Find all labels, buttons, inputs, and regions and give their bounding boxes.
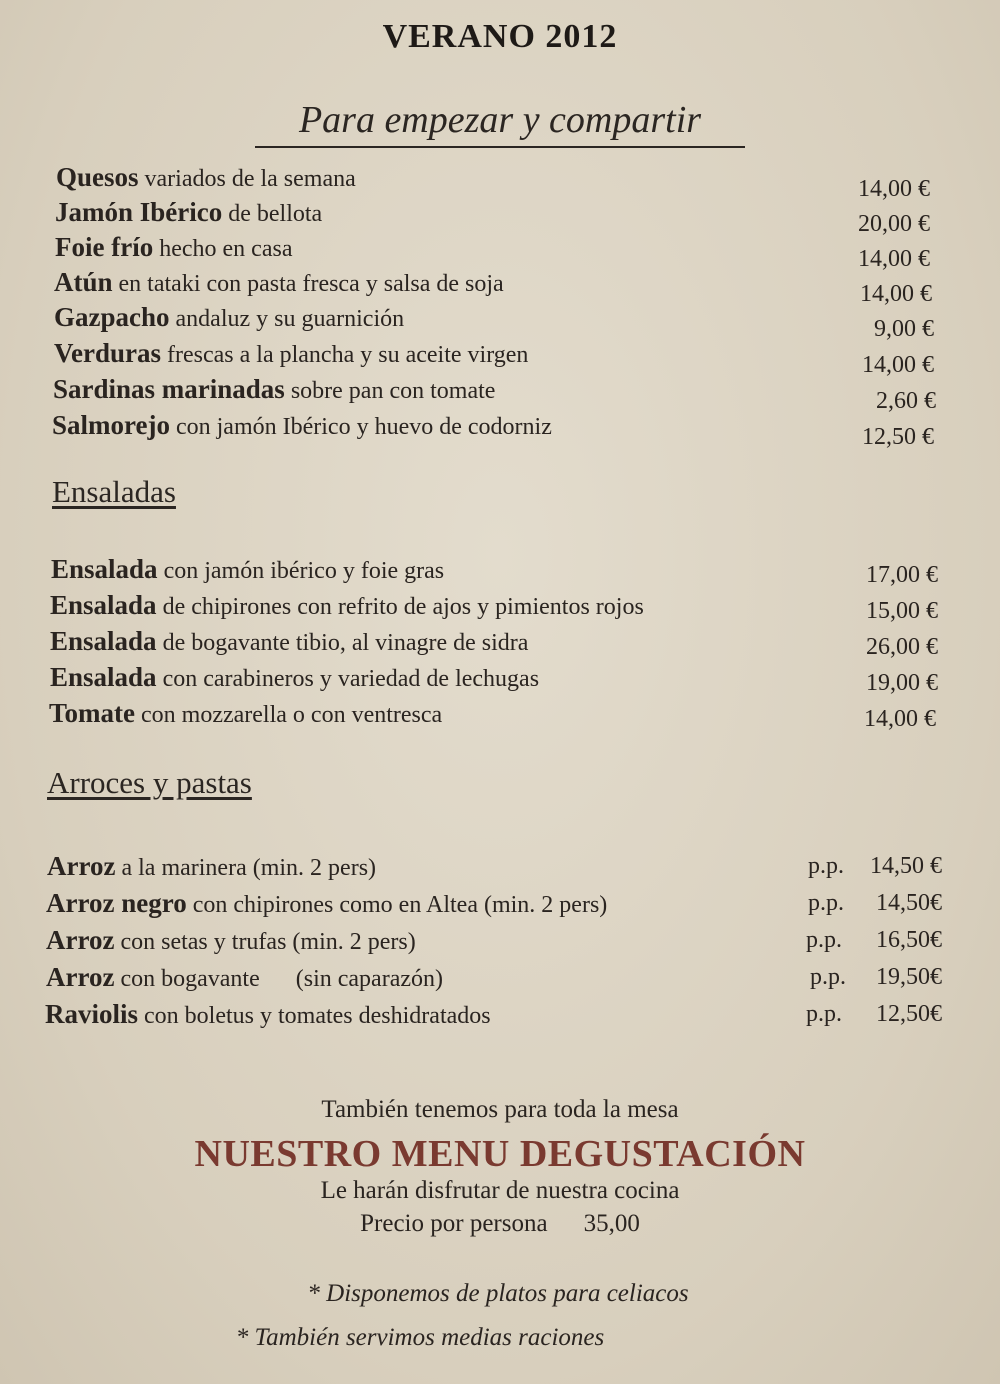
menu-item: [0, 195, 1000, 237]
tasting-price-label: Precio por persona: [360, 1210, 548, 1237]
menu-item: [0, 660, 1000, 696]
menu-item: [0, 886, 1000, 922]
dish-name: Sardinas marinadas: [53, 374, 285, 404]
dish-price: 14,00 €: [864, 706, 936, 732]
menu-item: [0, 923, 1000, 959]
dish-name: Ensalada: [51, 554, 158, 584]
dish-description: andaluz y su guarnición: [169, 306, 405, 332]
dish-name: Tomate: [49, 698, 135, 728]
menu-item: [0, 960, 1000, 996]
dish-name: Ensalada: [50, 662, 157, 692]
dish-name: Ensalada: [50, 590, 157, 620]
menu-item: [0, 588, 1000, 624]
menu-item: [0, 696, 1000, 732]
dish-description: en tataki con pasta fresca y salsa de soja: [112, 271, 504, 297]
dish-description: frescas a la plancha y su aceite virgen: [161, 342, 529, 368]
dish-name: Arroz: [47, 851, 116, 881]
footer-tagline: Le harán disfrutar de nuestra cocina: [320, 1177, 680, 1204]
dish-name: Arroz negro: [46, 888, 187, 918]
dish-name: Quesos: [56, 162, 139, 192]
menu-title: VERANO 2012: [382, 18, 618, 55]
menu-item: [0, 997, 1000, 1033]
dish-price: 14,00 €: [858, 176, 930, 202]
dish-name: Ensalada: [50, 626, 157, 656]
per-person-label: p.p.: [808, 853, 844, 879]
menu-item: [0, 372, 1000, 414]
dish-description: variados de la semana: [138, 166, 356, 192]
dish-description: sobre pan con tomate: [284, 378, 496, 404]
dish-description: con setas y trufas (min. 2 pers): [114, 929, 416, 955]
tasting-menu-title: NUESTRO MENU DEGUSTACIÓN: [194, 1133, 806, 1175]
dish-description: de bogavante tibio, al vinagre de sidra: [156, 630, 529, 656]
dish-name: Raviolis: [45, 999, 139, 1029]
dish-description: con boletus y tomates deshidratados: [138, 1003, 491, 1029]
per-person-label: p.p.: [806, 1001, 842, 1027]
menu-item: [0, 624, 1000, 660]
dish-description: con carabineros y variedad de lechugas: [156, 666, 540, 692]
dish-price: 26,00 €: [866, 634, 938, 660]
dish-name: Gazpacho: [54, 302, 170, 332]
dish-name: Foie frío: [55, 232, 154, 262]
dish-description: con jamón ibérico y foie gras: [157, 558, 445, 584]
dish-price: 14,00 €: [858, 246, 930, 272]
dish-description: con jamón Ibérico y huevo de codorniz: [169, 414, 552, 440]
dish-price: 14,00 €: [862, 352, 934, 378]
menu-item: [0, 230, 1000, 272]
menu-item: [0, 265, 1000, 307]
dish-name: Salmorejo: [52, 410, 170, 440]
dish-name: Jamón Ibérico: [55, 197, 223, 227]
dish-price: 15,00 €: [866, 598, 938, 624]
dish-description: con chipirones como en Altea (min. 2 pers): [186, 892, 608, 918]
dish-name: Atún: [54, 267, 113, 297]
dish-price: 2,60 €: [876, 388, 936, 414]
celiac-note: * Disponemos de platos para celiacos: [307, 1280, 689, 1307]
dish-price: 12,50€: [876, 1001, 942, 1027]
menu-item: [0, 552, 1000, 588]
menu-item: [0, 336, 1000, 378]
dish-price: 16,50€: [876, 927, 942, 953]
dish-price: 9,00 €: [874, 316, 934, 342]
dish-price: 19,00 €: [866, 670, 938, 696]
menu-item: [0, 849, 1000, 885]
dish-price: 20,00 €: [858, 211, 930, 237]
dish-price: 14,50€: [876, 890, 942, 916]
tasting-price-value: 35,00: [583, 1210, 640, 1237]
dish-description: hecho en casa: [153, 236, 293, 262]
menu-item: [0, 408, 1000, 450]
dish-description: de bellota: [222, 201, 323, 227]
dish-price: 14,00 €: [860, 281, 932, 307]
section-heading-ensaladas: Ensaladas: [52, 474, 176, 509]
dish-description: de chipirones con refrito de ajos y pimientos rojos: [156, 594, 644, 620]
section-heading-empezar: Para empezar y compartir: [255, 98, 745, 148]
menu-item: [0, 300, 1000, 342]
dish-name: Arroz: [46, 925, 115, 955]
footer-intro: También tenemos para toda la mesa: [321, 1096, 679, 1123]
tasting-price-line: [0, 1210, 1000, 1238]
dish-description: a la marinera (min. 2 pers): [115, 855, 377, 881]
dish-description: con mozzarella o con ventresca: [135, 702, 443, 728]
dish-price: 19,50€: [876, 964, 942, 990]
dish-price: 14,50 €: [870, 853, 942, 879]
per-person-label: p.p.: [806, 927, 842, 953]
dish-name: Arroz: [46, 962, 115, 992]
section-heading-arroces: Arroces y pastas: [47, 765, 252, 800]
dish-description: con bogavante (sin caparazón): [114, 966, 443, 992]
dish-price: 12,50 €: [862, 424, 934, 450]
per-person-label: p.p.: [810, 964, 846, 990]
per-person-label: p.p.: [808, 890, 844, 916]
menu-item: [0, 160, 1000, 202]
dish-price: 17,00 €: [866, 562, 938, 588]
half-portions-note: * También servimos medias raciones: [235, 1324, 605, 1351]
dish-name: Verduras: [54, 338, 162, 368]
